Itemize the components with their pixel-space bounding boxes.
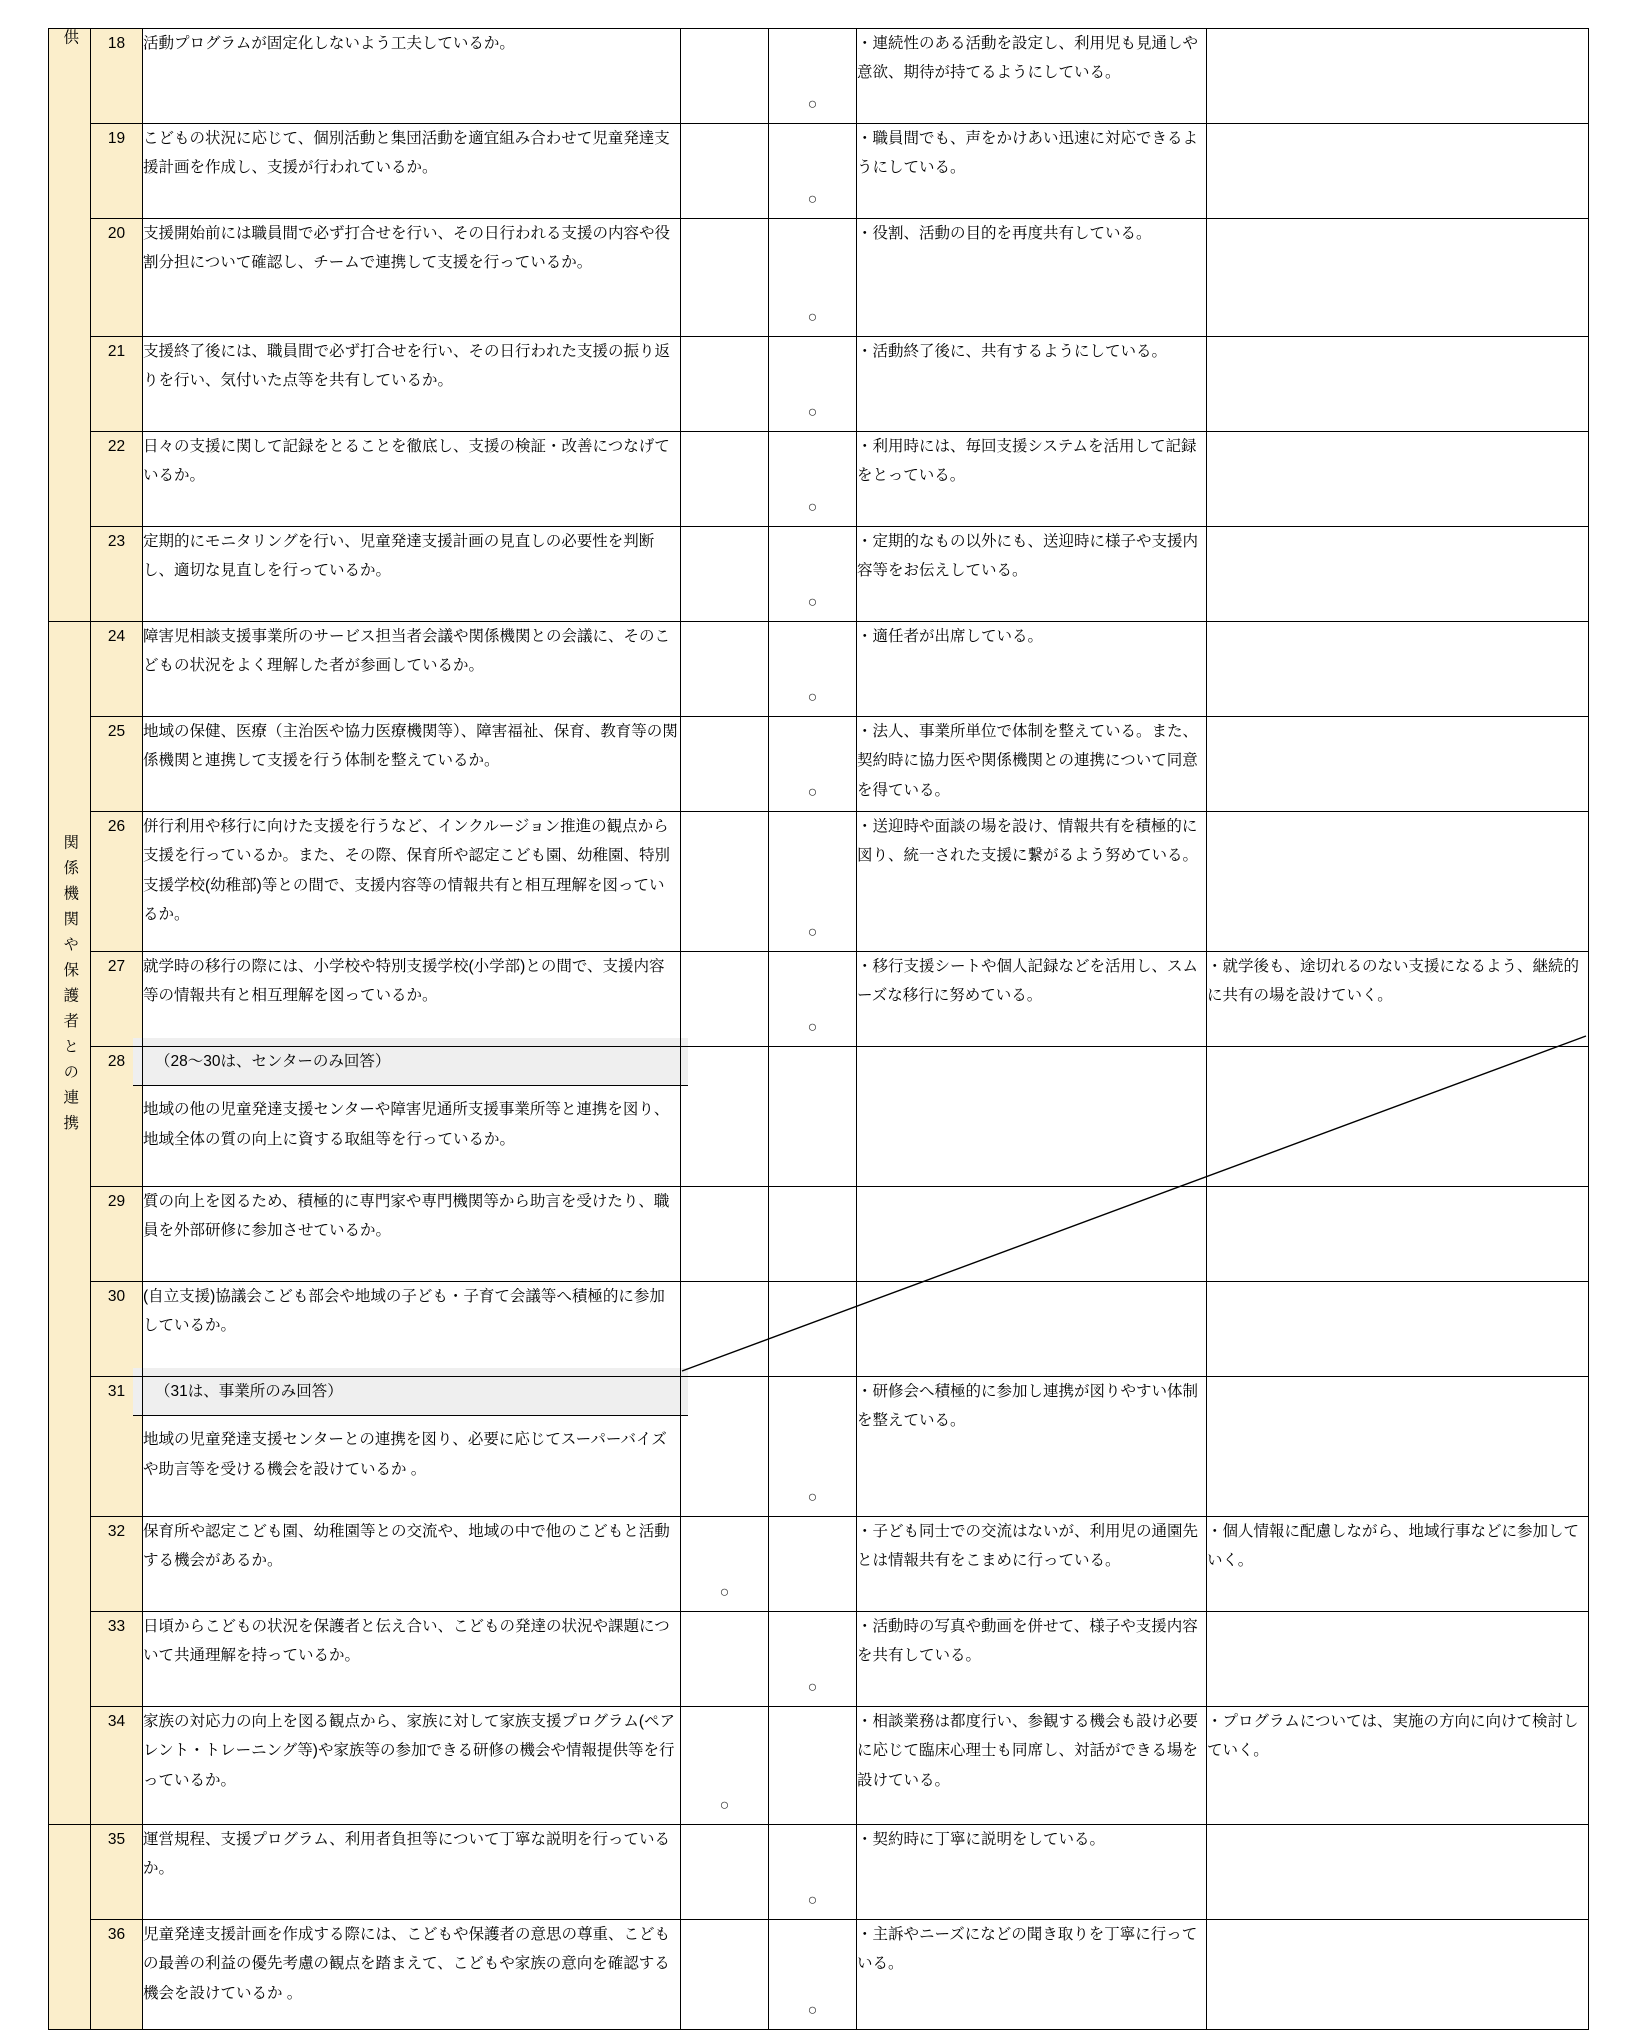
circle-mark: ○ — [719, 1584, 730, 1601]
check-column-2[interactable] — [769, 1825, 857, 1920]
item-text: 支援開始前には職員間で必ず打合せを行い、その日行われる支援の内容や役割分担について確認し、チームで連携して支援を行っているか。 — [143, 225, 671, 272]
category-cell — [49, 29, 91, 622]
item-text: 家族の対応力の向上を図る観点から、家族に対して家族支援プログラム(ペアレント・トレーニング等)や家族等の参加できる研修の機会や情報提供等を行っているか。 — [143, 1713, 676, 1789]
improvement-cell[interactable] — [1207, 1282, 1589, 1377]
table-row — [49, 1282, 1589, 1377]
improvement-cell[interactable] — [1207, 1047, 1589, 1187]
check-column-1[interactable] — [681, 1612, 769, 1707]
item-text: 地域の他の児童発達支援センターや障害児通所支援事業所等と連携を図り、地域全体の質の向上に資する取組等を行っているか。 — [143, 1101, 670, 1148]
circle-mark: ○ — [807, 1679, 818, 1696]
improvement-cell[interactable]: ・プログラムについては、実施の方向に向けて検討していく。 — [1207, 1707, 1589, 1825]
evaluation-item — [143, 29, 681, 124]
item-text: 児童発達支援計画を作成する際には、こどもや保護者の意思の尊重、こどもの最善の利益の優先考慮の観点を踏まえて、こどもや家族の意向を確認する機会を設けているか 。 — [143, 1926, 671, 2002]
row-number: 20 — [91, 219, 143, 337]
row-number: 32 — [91, 1517, 143, 1612]
table-row — [49, 219, 1589, 337]
item-text: 障害児相談支援事業所のサービス担当者会議や関係機関との会議に、そのこどもの状況をよく理解した者が参画しているか。 — [143, 628, 671, 675]
circle-mark: ○ — [807, 689, 818, 706]
check-column-2[interactable] — [769, 29, 857, 124]
comment-cell[interactable]: ・送迎時や面談の場を設け、情報共有を積極的に図り、統一された支援に繋がるよう努めている。 — [857, 812, 1207, 952]
table-row — [49, 337, 1589, 432]
check-column-1[interactable] — [681, 1517, 769, 1612]
evaluation-item — [143, 124, 681, 219]
check-column-1[interactable] — [681, 812, 769, 952]
comment-cell[interactable]: ・職員間でも、声をかけあい迅速に対応できるようにしている。 — [857, 124, 1207, 219]
category-cell — [49, 622, 91, 1825]
row-number: 22 — [91, 432, 143, 527]
improvement-cell[interactable] — [1207, 1187, 1589, 1282]
circle-mark: ○ — [807, 96, 818, 113]
item-text: 就学時の移行の際には、小学校や特別支援学校(小学部)との間で、支援内容等の情報共有と相互理解を図っているか。 — [143, 958, 665, 1005]
improvement-cell[interactable]: ・個人情報に配慮しながら、地域行事などに参加していく。 — [1207, 1517, 1589, 1612]
scope-note: （31は、事業所のみ回答） — [133, 1368, 688, 1416]
check-column-1[interactable] — [681, 219, 769, 337]
row-number: 24 — [91, 622, 143, 717]
item-text: 地域の児童発達支援センターとの連携を図り、必要に応じてスーパーバイズや助言等を受ける機会を設けているか 。 — [143, 1431, 667, 1478]
evaluation-item — [143, 219, 681, 337]
evaluation-item — [143, 1920, 681, 2030]
comment-cell[interactable]: ・役割、活動の目的を再度共有している。 — [857, 219, 1207, 337]
row-number: 25 — [91, 717, 143, 812]
improvement-cell[interactable]: ・就学後も、途切れるのない支援になるよう、継続的に共有の場を設けていく。 — [1207, 952, 1589, 1047]
comment-cell[interactable]: ・契約時に丁寧に説明をしている。 — [857, 1825, 1207, 1920]
row-number: 36 — [91, 1920, 143, 2030]
check-column-2[interactable] — [769, 1377, 857, 1517]
check-column-2[interactable] — [769, 1187, 857, 1282]
check-column-1[interactable] — [681, 1825, 769, 1920]
row-number: 29 — [91, 1187, 143, 1282]
evaluation-item — [143, 1707, 681, 1825]
row-number: 19 — [91, 124, 143, 219]
check-column-2[interactable] — [769, 1517, 857, 1612]
item-text: (自立支援)協議会こども部会や地域の子ども・子育て会議等へ積極的に参加しているか。 — [143, 1288, 665, 1335]
comment-cell[interactable] — [857, 1282, 1207, 1377]
check-column-2[interactable] — [769, 1707, 857, 1825]
check-column-2[interactable] — [769, 337, 857, 432]
circle-mark: ○ — [719, 1797, 730, 1814]
item-text: 定期的にモニタリングを行い、児童発達支援計画の見直しの必要性を判断し、適切な見直しを行っているか。 — [143, 533, 655, 580]
row-number: 28 — [91, 1047, 143, 1187]
circle-mark: ○ — [807, 499, 818, 516]
check-column-1[interactable] — [681, 1047, 769, 1187]
evaluation-item — [143, 622, 681, 717]
evaluation-item — [143, 1517, 681, 1612]
improvement-cell[interactable] — [1207, 124, 1589, 219]
check-column-1[interactable] — [681, 1282, 769, 1377]
improvement-cell[interactable] — [1207, 527, 1589, 622]
table-row — [49, 1187, 1589, 1282]
check-column-2[interactable] — [769, 124, 857, 219]
improvement-cell[interactable] — [1207, 432, 1589, 527]
check-column-2[interactable] — [769, 952, 857, 1047]
item-text: 運営規程、支援プログラム、利用者負担等について丁寧な説明を行っているか。 — [143, 1831, 671, 1878]
row-number: 27 — [91, 952, 143, 1047]
check-column-2[interactable] — [769, 432, 857, 527]
table-row — [49, 717, 1589, 812]
circle-mark: ○ — [807, 594, 818, 611]
comment-cell[interactable]: ・活動時の写真や動画を併せて、様子や支援内容を共有している。 — [857, 1612, 1207, 1707]
row-number: 34 — [91, 1707, 143, 1825]
row-number: 26 — [91, 812, 143, 952]
table-row — [49, 1707, 1589, 1825]
evaluation-item — [143, 952, 681, 1047]
comment-cell[interactable]: ・移行支援シートや個人記録などを活用し、スムーズな移行に努めている。 — [857, 952, 1207, 1047]
item-text: 保育所や認定こども園、幼稚園等との交流や、地域の中で他のこどもと活動する機会があるか。 — [143, 1523, 670, 1570]
comment-cell[interactable]: ・利用時には、毎回支援システムを活用して記録をとっている。 — [857, 432, 1207, 527]
category-label: 関係機関や保護者との連携 — [61, 834, 79, 1140]
evaluation-item — [143, 1047, 681, 1187]
comment-cell[interactable]: ・法人、事業所単位で体制を整えている。また、契約時に協力医や関係機関との連携について同意を得ている。 — [857, 717, 1207, 812]
table-row — [49, 1517, 1589, 1612]
table-row — [49, 432, 1589, 527]
improvement-cell[interactable] — [1207, 29, 1589, 124]
improvement-cell[interactable] — [1207, 1920, 1589, 2030]
check-column-2[interactable] — [769, 1612, 857, 1707]
check-column-1[interactable] — [681, 717, 769, 812]
improvement-cell[interactable] — [1207, 622, 1589, 717]
evaluation-item — [143, 527, 681, 622]
improvement-cell[interactable] — [1207, 219, 1589, 337]
check-column-1[interactable] — [681, 527, 769, 622]
row-number: 18 — [91, 29, 143, 124]
table-row — [49, 1825, 1589, 1920]
comment-cell[interactable]: ・活動終了後に、共有するようにしている。 — [857, 337, 1207, 432]
item-text: 地域の保健、医療（主治医や協力医療機関等）、障害福祉、保育、教育等の関係機関と連携して支援を行う体制を整えているか。 — [143, 723, 678, 770]
circle-mark: ○ — [807, 2002, 818, 2019]
comment-cell[interactable]: ・研修会へ積極的に参加し連携が図りやすい体制を整えている。 — [857, 1377, 1207, 1517]
category-cell — [49, 1825, 91, 2030]
check-column-2[interactable] — [769, 527, 857, 622]
evaluation-item — [143, 1187, 681, 1282]
check-column-1[interactable] — [681, 432, 769, 527]
evaluation-item — [143, 1282, 681, 1377]
improvement-cell[interactable] — [1207, 717, 1589, 812]
table-row — [49, 1920, 1589, 2030]
evaluation-item — [143, 432, 681, 527]
comment-cell[interactable]: ・主訴やニーズになどの聞き取りを丁寧に行っている。 — [857, 1920, 1207, 2030]
comment-cell[interactable]: ・子ども同士での交流はないが、利用児の通園先とは情報共有をこまめに行っている。 — [857, 1517, 1207, 1612]
comment-cell[interactable]: ・定期的なもの以外にも、送迎時に様子や支援内容等をお伝えしている。 — [857, 527, 1207, 622]
item-text: 併行利用や移行に向けた支援を行うなど、インクルージョン推進の観点から支援を行っているか。また、その際、保育所や認定こども園、幼稚園、特別支援学校(幼稚部)等との間で、支援内容等の情報共有と相互理解を図っているか。 — [143, 818, 671, 924]
item-text: 質の向上を図るため、積極的に専門家や専門機関等から助言を受けたり、職員を外部研修に参加させているか。 — [143, 1193, 670, 1240]
item-text: 日頃からこどもの状況を保護者と伝え合い、こどもの発達の状況や課題について共通理解を持っているか。 — [143, 1618, 670, 1665]
evaluation-item — [143, 812, 681, 952]
circle-mark: ○ — [807, 404, 818, 421]
check-column-1[interactable] — [681, 124, 769, 219]
category-label: 供 — [61, 29, 79, 55]
evaluation-item — [143, 717, 681, 812]
circle-mark: ○ — [807, 784, 818, 801]
row-number: 23 — [91, 527, 143, 622]
check-column-1[interactable] — [681, 1187, 769, 1282]
check-column-2[interactable] — [769, 812, 857, 952]
check-column-1[interactable] — [681, 1707, 769, 1825]
table-row — [49, 952, 1589, 1047]
item-text: こどもの状況に応じて、個別活動と集団活動を適宜組み合わせて児童発達支援計画を作成し、支援が行われているか。 — [143, 130, 670, 177]
evaluation-table — [48, 28, 1589, 2030]
check-column-1[interactable] — [681, 29, 769, 124]
evaluation-item — [143, 337, 681, 432]
circle-mark: ○ — [807, 1019, 818, 1036]
evaluation-item — [143, 1825, 681, 1920]
check-column-2[interactable] — [769, 1047, 857, 1187]
comment-cell[interactable]: ・連続性のある活動を設定し、利用児も見通しや意欲、期待が持てるようにしている。 — [857, 29, 1207, 124]
evaluation-item — [143, 1612, 681, 1707]
table-row — [49, 29, 1589, 124]
circle-mark: ○ — [807, 309, 818, 326]
comment-cell[interactable] — [857, 1047, 1207, 1187]
check-column-2[interactable] — [769, 1282, 857, 1377]
row-number: 35 — [91, 1825, 143, 1920]
check-column-1[interactable] — [681, 1377, 769, 1517]
circle-mark: ○ — [807, 1892, 818, 1909]
improvement-cell[interactable] — [1207, 337, 1589, 432]
scope-note: （28～30は、センターのみ回答） — [133, 1038, 688, 1086]
circle-mark: ○ — [807, 924, 818, 941]
table-row — [49, 812, 1589, 952]
check-column-1[interactable] — [681, 337, 769, 432]
check-column-1[interactable] — [681, 952, 769, 1047]
check-column-1[interactable] — [681, 1920, 769, 2030]
improvement-cell[interactable] — [1207, 1825, 1589, 1920]
table-row — [49, 124, 1589, 219]
table-row — [49, 622, 1589, 717]
improvement-cell[interactable] — [1207, 1612, 1589, 1707]
table-row — [49, 527, 1589, 622]
item-text: 活動プログラムが固定化しないよう工夫しているか。 — [143, 35, 515, 52]
row-number: 21 — [91, 337, 143, 432]
circle-mark: ○ — [807, 191, 818, 208]
improvement-cell[interactable] — [1207, 812, 1589, 952]
improvement-cell[interactable] — [1207, 1377, 1589, 1517]
check-column-2[interactable] — [769, 219, 857, 337]
table-row — [49, 1612, 1589, 1707]
table-row — [49, 1377, 1589, 1517]
row-number: 33 — [91, 1612, 143, 1707]
row-number: 31 — [91, 1377, 143, 1517]
check-column-2[interactable] — [769, 1920, 857, 2030]
row-number: 30 — [91, 1282, 143, 1377]
circle-mark: ○ — [807, 1489, 818, 1506]
item-text: 支援終了後には、職員間で必ず打合せを行い、その日行われた支援の振り返りを行い、気付いた点等を共有しているか。 — [143, 343, 671, 390]
check-column-1[interactable] — [681, 622, 769, 717]
check-column-2[interactable] — [769, 717, 857, 812]
comment-cell[interactable] — [857, 1187, 1207, 1282]
check-column-2[interactable] — [769, 622, 857, 717]
comment-cell[interactable]: ・適任者が出席している。 — [857, 622, 1207, 717]
evaluation-item — [143, 1377, 681, 1517]
comment-cell[interactable]: ・相談業務は都度行い、参観する機会も設け必要に応じて臨床心理士も同席し、対話ができる場を設けている。 — [857, 1707, 1207, 1825]
table-row — [49, 1047, 1589, 1187]
item-text: 日々の支援に関して記録をとることを徹底し、支援の検証・改善につなげているか。 — [143, 438, 670, 485]
